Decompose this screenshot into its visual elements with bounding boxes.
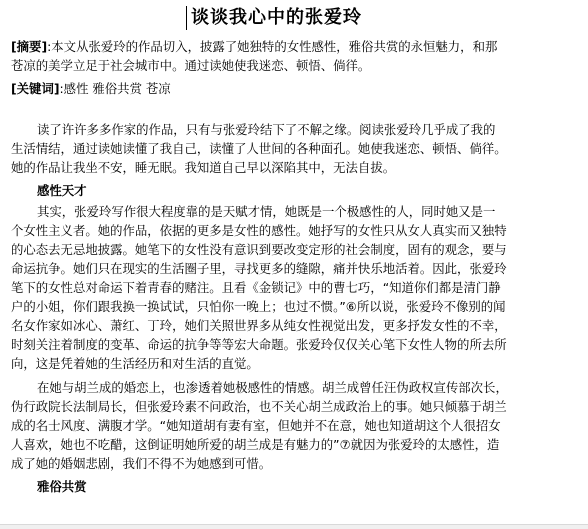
keywords-text: :感性 雅俗共赏 苍凉: [59, 81, 171, 96]
paragraph-line: 人喜欢，她也不吃醋，这倒证明她所爱的胡兰成是有魅力的”⑦就因为张爱玲的太感性，造: [11, 437, 500, 452]
paragraph-line: 个女性主义者。她的作品，依据的更多是女性的感性。她抒写的女性只从女人真实而又独特: [11, 223, 507, 238]
document-title: 谈谈我心中的张爱玲: [191, 7, 362, 28]
paragraph-line: 户的小姐，你们跟我换一换试试，只怕你一晚上；也过不惯。”⑥所以说，张爱玲不像别的闻: [11, 299, 506, 314]
paragraph-line: 笔下的女性总对命运下着青春的赌注。且看《金锁记》中的曹七巧，“知道你们都是清门静: [11, 280, 501, 295]
paragraph-line: 她的作品让我坐不安，睡无眠。我知道自己早以深陷其中，无法自拔。: [11, 160, 396, 175]
paragraph-line: 时刻关注着制度的变革、命运的抗争等等宏大命题。张爱玲仅仅关心笔下女性人物的所去所: [11, 337, 507, 352]
paragraph-line: 生活情结，通过读她读懂了我自己，读懂了人世间的各种面孔。她使我迷恋、顿悟、倘徉。: [11, 141, 507, 156]
paragraph-line: 的心态去无忌地披露。她笔下的女性没有意识到要改变定形的社会制度，固有的观念，要与: [11, 242, 507, 257]
keywords-line: [11, 79, 171, 98]
paragraph-line: 在她与胡兰成的婚恋上，也渗透着她极感性的情感。胡兰成曾任汪伪政权宣传部次长，: [37, 380, 508, 395]
abstract-line: [11, 37, 497, 56]
paragraph-line: 成了她的婚姻悲剧，我们不得不为她感到可惜。: [11, 456, 272, 471]
paragraph-line: 成的名士风度、满腹才学。“她知道胡有妻有室，但她并不在意，她也知道胡这个人很招女: [11, 418, 501, 433]
paragraph-line: 其实，张爱玲写作很大程度靠的是天赋才情，她既是一个极感性的人，同时她又是一: [37, 204, 496, 219]
paragraph-line: 读了许许多多作家的作品，只有与张爱玲结下了不解之缘。阅读张爱玲几乎成了我的: [37, 122, 496, 137]
keywords-label: [关键词]: [11, 81, 60, 96]
paragraph-line: 伪行政院长法制局长，但张爱玲素不问政治，也不关心胡兰成政治上的事。她只倾慕于胡兰: [11, 399, 507, 414]
section-heading: 雅俗共赏: [37, 479, 87, 494]
bottom-scroll-edge: [0, 524, 588, 529]
paragraph-line: 名女作家如冰心、萧红、丁玲，她们关照世界多从纯女性视觉出发，更多抒发女性的不幸，: [11, 318, 507, 333]
abstract-line: 苍凉的美学立足于社会城市中。通过读她使我迷恋、顿悟、倘徉。: [11, 58, 371, 73]
abstract-label: [摘要]: [11, 39, 48, 54]
section-heading: 感性天才: [37, 183, 87, 198]
abstract-text: :本文从张爱玲的作品切入，披露了她独特的女性感性，雅俗共赏的永恒魅力，和那: [47, 39, 498, 54]
text-cursor: [186, 6, 187, 30]
paragraph-line: 向，这是凭着她的生活经历和对生活的直觉。: [11, 356, 259, 371]
paragraph-line: 命运抗争。她们只在现实的生活圈子里，寻找更多的缝隙，痛并快乐地活着。因此，张爱玲: [11, 261, 507, 276]
